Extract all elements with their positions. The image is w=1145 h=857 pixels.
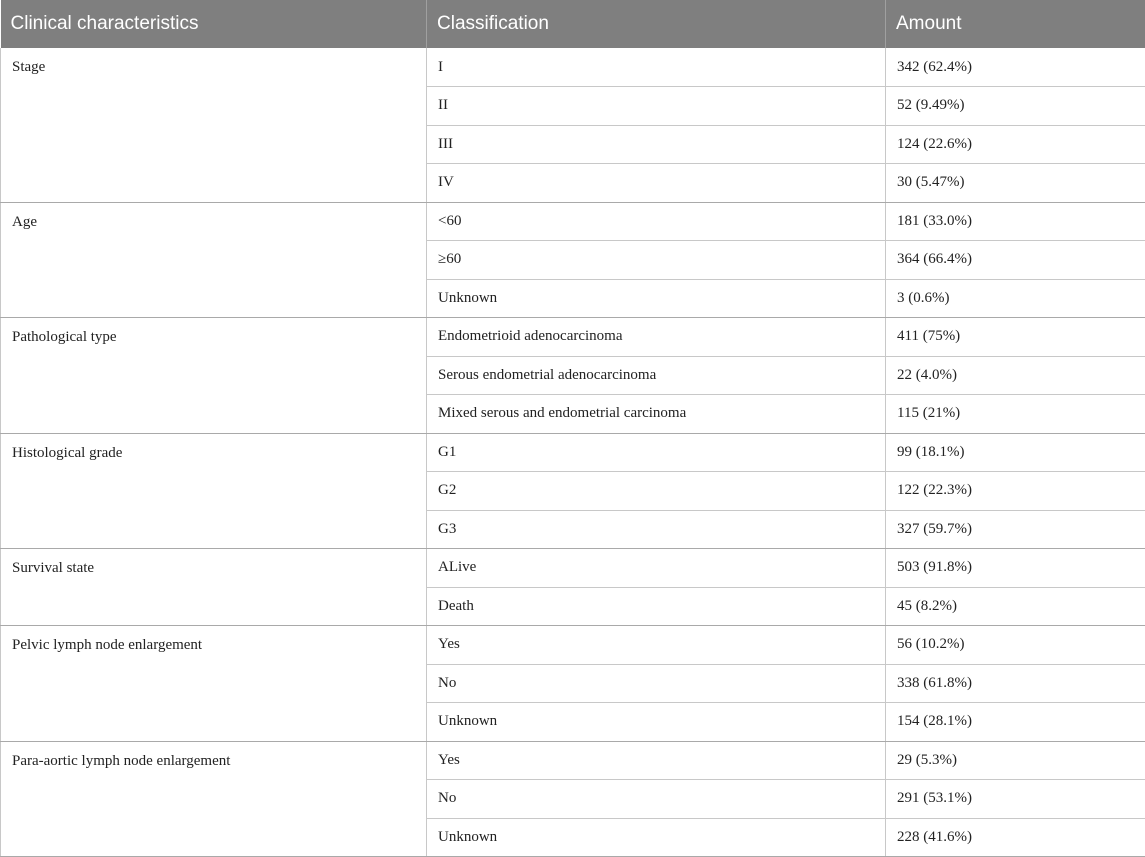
table-row: [1, 549, 1145, 588]
classification-cell: ALive: [427, 549, 886, 588]
classification-cell: No: [427, 664, 886, 703]
classification-cell: Yes: [427, 741, 886, 780]
characteristic-cell: Pelvic lymph node enlargement: [1, 626, 427, 742]
classification-cell: IV: [427, 164, 886, 203]
classification-cell: G1: [427, 433, 886, 472]
table-header: [1, 0, 1145, 48]
classification-cell: I: [427, 48, 886, 87]
amount-cell: 122 (22.3%): [886, 472, 1145, 511]
amount-cell: 228 (41.6%): [886, 818, 1145, 857]
characteristic-cell: Stage: [1, 48, 427, 202]
table-row: [1, 202, 1145, 241]
amount-cell: 327 (59.7%): [886, 510, 1145, 549]
amount-cell: 338 (61.8%): [886, 664, 1145, 703]
amount-cell: 411 (75%): [886, 318, 1145, 357]
amount-cell: 99 (18.1%): [886, 433, 1145, 472]
amount-cell: 124 (22.6%): [886, 125, 1145, 164]
classification-cell: Mixed serous and endometrial carcinoma: [427, 395, 886, 434]
table-body: [1, 48, 1145, 857]
amount-cell: 115 (21%): [886, 395, 1145, 434]
amount-cell: 22 (4.0%): [886, 356, 1145, 395]
classification-cell: Unknown: [427, 703, 886, 742]
characteristic-cell: Histological grade: [1, 433, 427, 549]
amount-cell: 503 (91.8%): [886, 549, 1145, 588]
amount-cell: 30 (5.47%): [886, 164, 1145, 203]
amount-cell: 181 (33.0%): [886, 202, 1145, 241]
classification-cell: No: [427, 780, 886, 819]
classification-cell: Endometrioid adenocarcinoma: [427, 318, 886, 357]
amount-cell: 291 (53.1%): [886, 780, 1145, 819]
amount-cell: 56 (10.2%): [886, 626, 1145, 665]
classification-cell: G2: [427, 472, 886, 511]
table-row: [1, 433, 1145, 472]
header-classification: Classification: [427, 0, 886, 48]
characteristic-cell: Para-aortic lymph node enlargement: [1, 741, 427, 857]
classification-cell: ≥60: [427, 241, 886, 280]
amount-cell: 29 (5.3%): [886, 741, 1145, 780]
table-row: [1, 741, 1145, 780]
characteristic-cell: Age: [1, 202, 427, 318]
characteristic-cell: Survival state: [1, 549, 427, 626]
characteristic-cell: Pathological type: [1, 318, 427, 434]
table-row: [1, 318, 1145, 357]
classification-cell: II: [427, 87, 886, 126]
amount-cell: 342 (62.4%): [886, 48, 1145, 87]
classification-cell: Serous endometrial adenocarcinoma: [427, 356, 886, 395]
table-row: [1, 626, 1145, 665]
classification-cell: <60: [427, 202, 886, 241]
amount-cell: 154 (28.1%): [886, 703, 1145, 742]
classification-cell: III: [427, 125, 886, 164]
header-amount: Amount: [886, 0, 1145, 48]
classification-cell: Yes: [427, 626, 886, 665]
amount-cell: 3 (0.6%): [886, 279, 1145, 318]
amount-cell: 45 (8.2%): [886, 587, 1145, 626]
table-row: [1, 48, 1145, 87]
classification-cell: G3: [427, 510, 886, 549]
classification-cell: Death: [427, 587, 886, 626]
header-clinical-characteristics: Clinical characteristics: [1, 0, 427, 48]
classification-cell: Unknown: [427, 279, 886, 318]
amount-cell: 364 (66.4%): [886, 241, 1145, 280]
amount-cell: 52 (9.49%): [886, 87, 1145, 126]
classification-cell: Unknown: [427, 818, 886, 857]
header-row: [1, 0, 1145, 48]
